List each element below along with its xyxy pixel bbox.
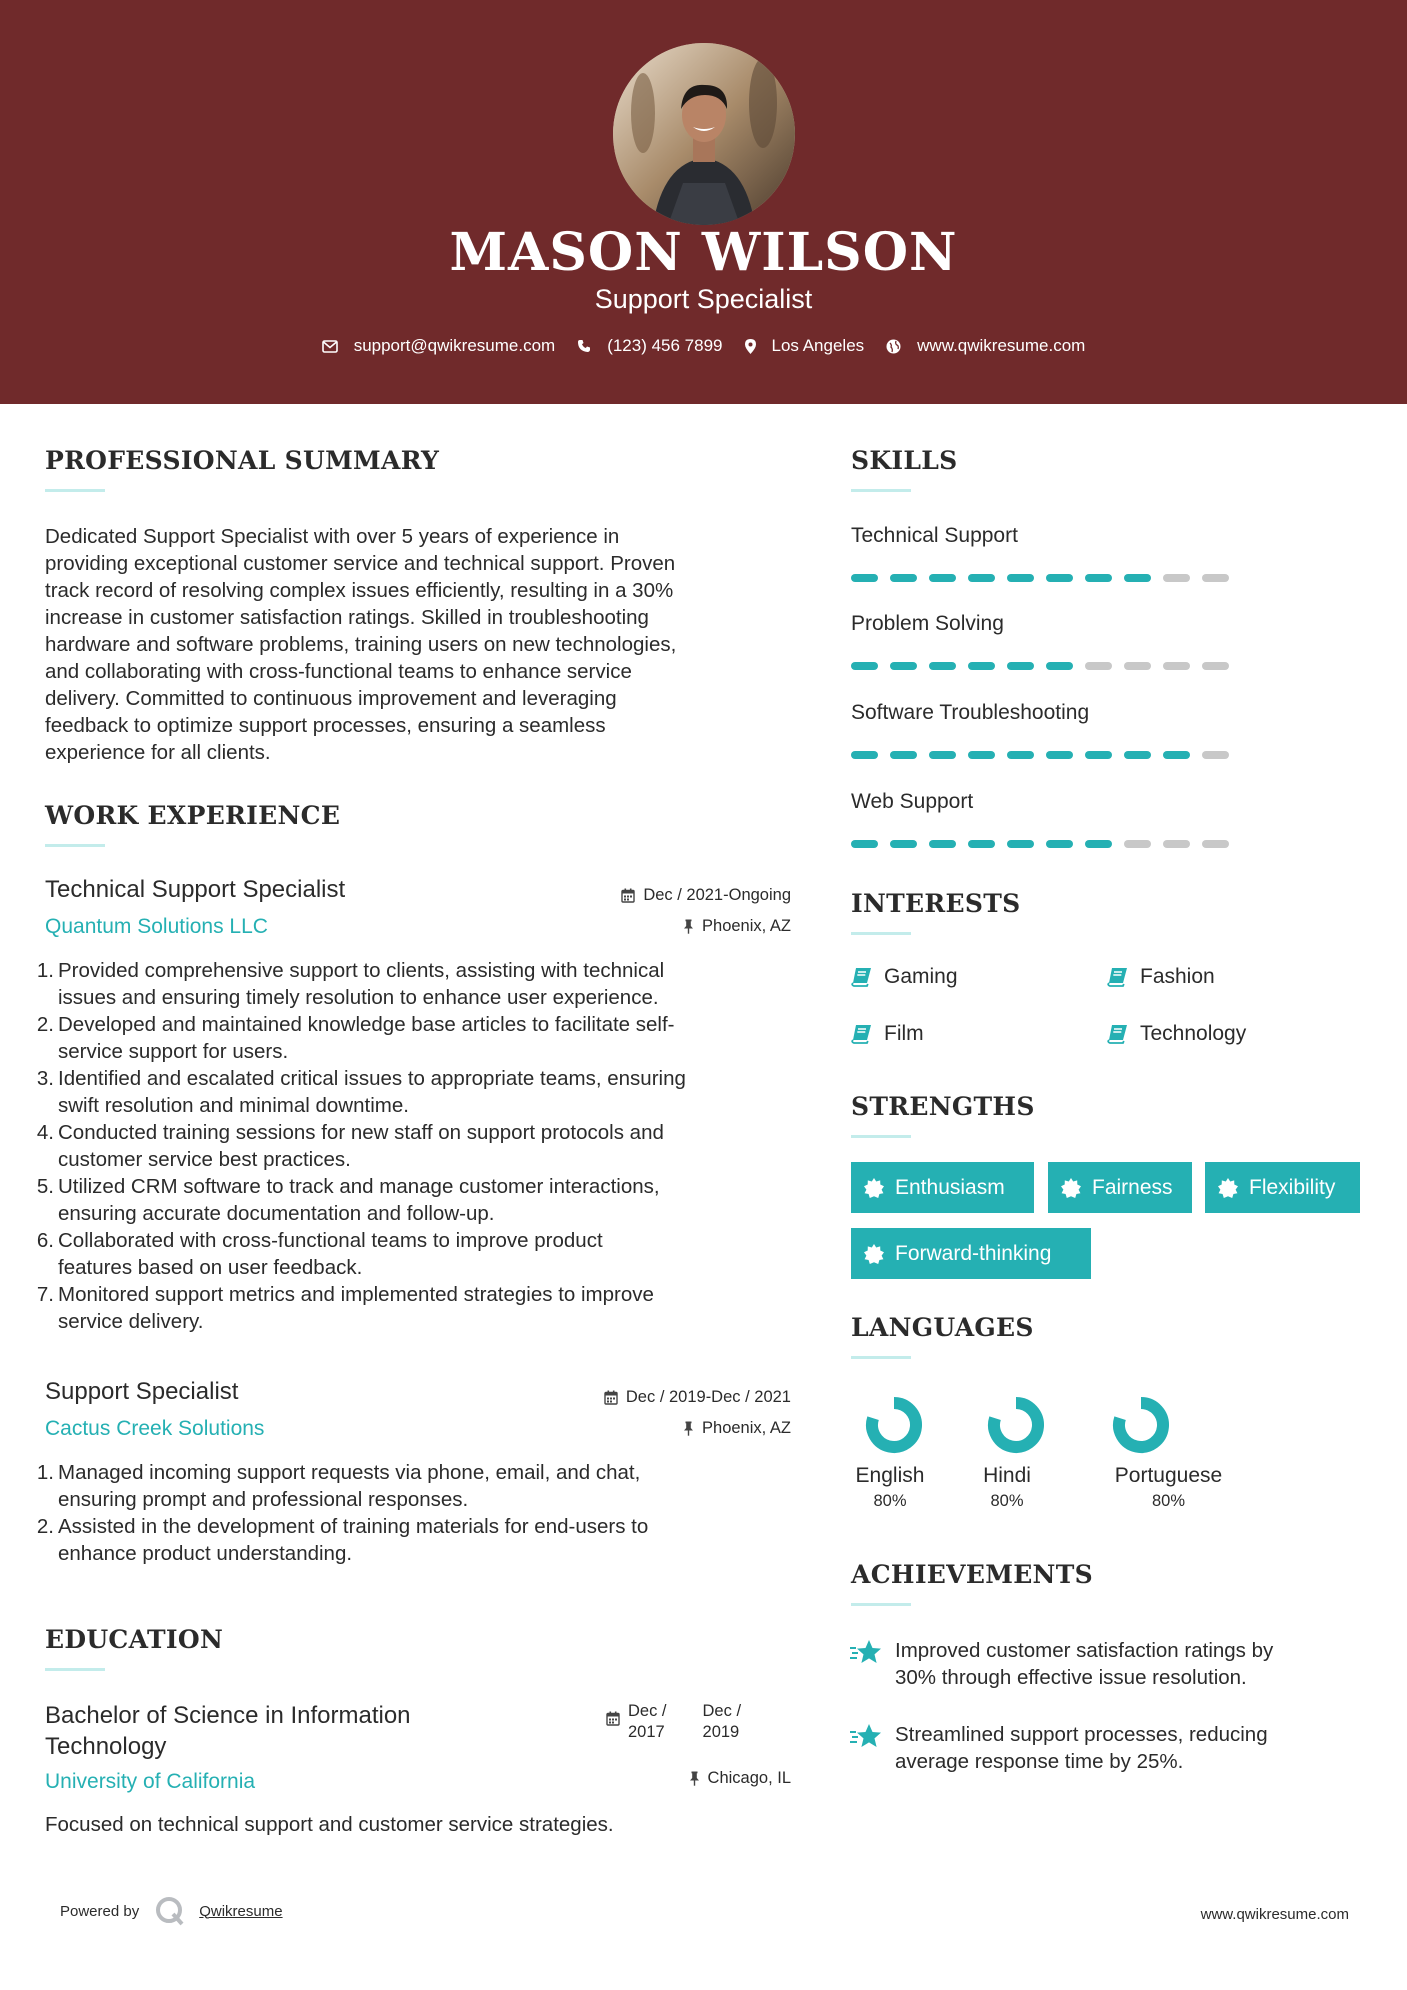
education-location [689, 1769, 791, 1788]
degree-title [45, 1700, 411, 1762]
skill-dash-filled [968, 840, 995, 848]
website-text: www.qwikresume.com [917, 336, 1086, 355]
skill-dash-filled [851, 840, 878, 848]
list-item: 7. Monitored support metrics and implemented strategies to improve service delivery. [36, 1283, 654, 1333]
skill-dash-filled [851, 574, 878, 582]
language-percent: 80% [873, 1492, 907, 1510]
skill-dash-filled [1007, 751, 1034, 759]
achievement-item: Improved customer satisfaction ratings by 30% through effective issue resolution. [849, 1637, 1273, 1691]
skill-dash-filled [1085, 751, 1112, 759]
language-percent: 80% [990, 1492, 1024, 1510]
skill-dash-filled [1007, 840, 1034, 848]
skill-dash-filled [851, 751, 878, 759]
list-item: 2. Assisted in the development of training materials for end-users to enhance product understanding. [36, 1515, 649, 1565]
skill-dash-empty [1085, 662, 1112, 670]
list-item: 1. Provided comprehensive support to clients, assisting with technical issues and ensuring timely resolution to enhance user experience. [36, 959, 665, 1009]
language-proficiency-ring [985, 1394, 1047, 1456]
skill-dash-filled [1124, 751, 1151, 759]
book-icon [1107, 967, 1128, 987]
summary-line: feedback to optimize support processes, ensuring a seamless [45, 714, 606, 737]
interests-underline [851, 932, 911, 935]
language-name: Portuguese [1114, 1464, 1223, 1487]
job-date-text: Dec / 2021-Ongoing [643, 886, 791, 904]
strengths-underline [851, 1135, 911, 1138]
skill-dash-filled [890, 840, 917, 848]
map-pin-icon [745, 339, 756, 354]
summary-line: increase in customer satisfaction ratings. Skilled in troubleshooting [45, 606, 649, 629]
education-start: Dec / 2017 [628, 1702, 667, 1741]
achievements-heading: ACHIEVEMENTS [851, 1560, 1093, 1589]
job-location-text: Phoenix, AZ [702, 917, 791, 935]
strength-badge: Enthusiasm [851, 1162, 1034, 1213]
candidate-name: MASON WILSON [449, 222, 958, 283]
list-item: 5. Utilized CRM software to track and manage customer interactions, ensuring accurate documentation and follow-up. [36, 1175, 660, 1225]
skill-dash-filled [890, 662, 917, 670]
skill-dash-empty [1202, 662, 1229, 670]
language-ring-arc [994, 1403, 1038, 1447]
skill-rating [851, 662, 1241, 670]
achievement-item: Streamlined support processes, reducing average response time by 25%. [849, 1721, 1268, 1775]
summary-text [45, 523, 805, 766]
skill-name: Software Troubleshooting [851, 701, 1090, 724]
phone-text: (123) 456 7899 [607, 336, 723, 355]
skill-dash-filled [929, 751, 956, 759]
contact-bar [0, 336, 1407, 356]
skill-dash-filled [1046, 751, 1073, 759]
list-item: 4. Conducted training sessions for new staff on support protocols and customer service best practices. [36, 1121, 664, 1171]
candidate-role: Support Specialist [594, 284, 813, 314]
skill-dash-filled [1007, 574, 1034, 582]
skill-dash-filled [968, 662, 995, 670]
skill-dash-filled [1163, 751, 1190, 759]
envelope-icon [322, 340, 338, 353]
header-banner [0, 0, 1407, 404]
language-proficiency-ring [1110, 1394, 1172, 1456]
pushpin-icon [689, 1771, 700, 1786]
education-dates [606, 1701, 741, 1743]
language-item [851, 1394, 929, 1511]
email-text: support@qwikresume.com [353, 336, 556, 355]
star-icon [849, 1639, 883, 1667]
skill-dash-empty [1163, 574, 1190, 582]
job-location [683, 917, 791, 936]
education-heading: EDUCATION [45, 1625, 224, 1654]
languages-heading: LANGUAGES [851, 1313, 1034, 1342]
badge-icon [863, 1177, 885, 1199]
calendar-icon [604, 1390, 618, 1405]
skill-dash-filled [851, 662, 878, 670]
interest-item: Film [851, 1022, 924, 1046]
list-item: 2. Developed and maintained knowledge base articles to facilitate self- service support for users. [36, 1013, 675, 1063]
skill-dash-empty [1163, 840, 1190, 848]
language-ring-arc [872, 1403, 916, 1447]
footer-powered [60, 1896, 283, 1926]
degree-line: Bachelor of Science in Information [45, 1702, 411, 1729]
skill-dash-empty [1202, 751, 1229, 759]
job-duties [35, 957, 805, 1335]
experience-heading: WORK EXPERIENCE [45, 801, 341, 830]
skill-dash-filled [1085, 840, 1112, 848]
footer-site-link[interactable]: www.qwikresume.com [1200, 1906, 1349, 1923]
interest-item: Fashion [1107, 965, 1215, 989]
phone-icon [577, 339, 591, 353]
skill-name: Technical Support [851, 524, 1018, 547]
summary-line: providing exceptional customer service and technical support. Proven [45, 552, 676, 575]
skill-rating [851, 840, 1241, 848]
skill-rating [851, 751, 1241, 759]
interest-item: Gaming [851, 965, 958, 989]
contact-email[interactable] [322, 336, 556, 356]
language-item [977, 1394, 1037, 1511]
list-item: 1. Managed incoming support requests via phone, email, and chat, ensuring prompt and professional responses. [36, 1461, 641, 1511]
strength-badge: Forward-thinking [851, 1228, 1091, 1279]
skill-dash-empty [1202, 840, 1229, 848]
job-location [683, 1419, 791, 1438]
calendar-icon [621, 888, 635, 903]
pushpin-icon [683, 919, 694, 934]
skill-dash-filled [1085, 574, 1112, 582]
achievements-underline [851, 1603, 911, 1606]
book-icon [851, 967, 872, 987]
badge-icon [863, 1243, 885, 1265]
skill-name: Problem Solving [851, 612, 1004, 635]
job-location-text: Phoenix, AZ [702, 1419, 791, 1437]
summary-line: hardware and software problems, training users on new technologies, [45, 633, 677, 656]
skill-dash-empty [1163, 662, 1190, 670]
skills-heading: SKILLS [851, 446, 958, 475]
strength-badge: Flexibility [1205, 1162, 1360, 1213]
skill-dash-filled [1007, 662, 1034, 670]
summary-line: experience for all clients. [45, 741, 271, 764]
summary-heading: PROFESSIONAL SUMMARY [45, 446, 440, 475]
skill-dash-filled [890, 574, 917, 582]
job-date [621, 886, 791, 905]
profile-photo [613, 43, 795, 225]
strength-badge: Fairness [1048, 1162, 1192, 1213]
contact-location [745, 336, 865, 356]
brand-link[interactable]: Qwikresume [199, 1902, 283, 1920]
language-percent: 80% [1151, 1492, 1186, 1510]
summary-line: track record of resolving complex issues efficiently, resulting in a 30% [45, 579, 674, 602]
strengths-heading: STRENGTHS [851, 1092, 1035, 1121]
language-proficiency-ring [863, 1394, 925, 1456]
skill-dash-filled [968, 751, 995, 759]
interests-heading: INTERESTS [851, 889, 1021, 918]
language-name: English [855, 1464, 925, 1487]
job-title: Support Specialist [45, 1378, 239, 1405]
contact-phone[interactable] [577, 336, 722, 356]
language-name: Hindi [983, 1464, 1031, 1487]
school-name: University of California [45, 1770, 256, 1793]
book-icon [851, 1024, 872, 1044]
skill-dash-filled [929, 840, 956, 848]
skill-name: Web Support [851, 790, 974, 813]
education-location-text: Chicago, IL [707, 1769, 791, 1787]
powered-by-text: Powered by [60, 1902, 140, 1920]
book-icon [1107, 1024, 1128, 1044]
list-item: 6. Collaborated with cross-functional teams to improve product features based on user feedback. [36, 1229, 603, 1279]
skills-underline [851, 489, 911, 492]
skill-dash-filled [1046, 840, 1073, 848]
pushpin-icon [683, 1421, 694, 1436]
location-text: Los Angeles [771, 336, 865, 355]
skill-dash-filled [929, 574, 956, 582]
skill-dash-filled [929, 662, 956, 670]
summary-line: Dedicated Support Specialist with over 5 years of experience in [45, 525, 620, 548]
education-end: Dec / 2019 [702, 1702, 742, 1741]
job-company: Cactus Creek Solutions [45, 1417, 265, 1440]
summary-line: and collaborating with cross-functional teams to enhance service [45, 660, 632, 683]
skill-dash-empty [1124, 840, 1151, 848]
summary-line: delivery. Committed to continuous improvement and leveraging [45, 687, 617, 710]
skill-dash-filled [968, 574, 995, 582]
summary-underline [45, 489, 105, 492]
job-date [604, 1388, 791, 1407]
badge-icon [1217, 1177, 1239, 1199]
languages-underline [851, 1356, 911, 1359]
skill-dash-filled [890, 751, 917, 759]
job-title: Technical Support Specialist [45, 876, 346, 903]
language-ring-arc [1119, 1403, 1163, 1447]
skill-dash-filled [1046, 662, 1073, 670]
skill-dash-filled [1124, 574, 1151, 582]
contact-website[interactable] [886, 336, 1085, 356]
experience-underline [45, 844, 105, 847]
job-duties [35, 1459, 805, 1567]
globe-icon [886, 339, 901, 354]
skill-dash-empty [1124, 662, 1151, 670]
degree-line: Technology [45, 1733, 167, 1760]
skill-rating [851, 574, 1241, 582]
badge-icon [1060, 1177, 1082, 1199]
job-company: Quantum Solutions LLC [45, 915, 268, 938]
skill-dash-filled [1046, 574, 1073, 582]
language-item [1106, 1394, 1231, 1511]
interest-item: Technology [1107, 1022, 1246, 1046]
calendar-icon [606, 1711, 620, 1726]
skill-dash-empty [1202, 574, 1229, 582]
qwikresume-logo-icon [155, 1896, 185, 1926]
list-item: 3. Identified and escalated critical issues to appropriate teams, ensuring swift resolution and minimal downtime. [36, 1067, 686, 1117]
education-description: Focused on technical support and customer service strategies. [45, 1813, 614, 1836]
education-underline [45, 1668, 105, 1671]
star-icon [849, 1723, 883, 1751]
job-date-text: Dec / 2019-Dec / 2021 [625, 1388, 791, 1406]
